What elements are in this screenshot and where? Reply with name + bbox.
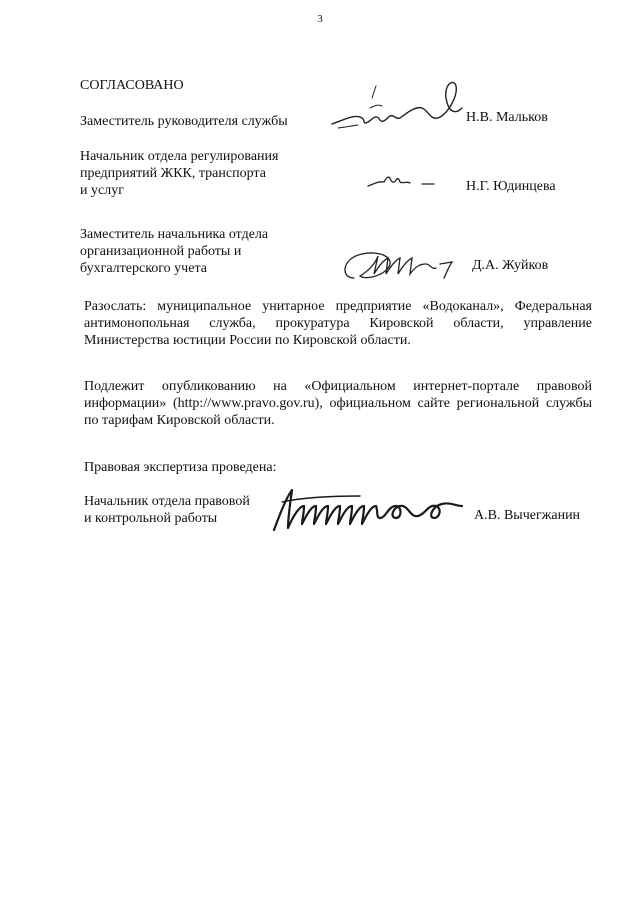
signature-image bbox=[270, 484, 466, 534]
distribution-list: Разослать: муниципальное унитарное предприятие «Водоканал», Федеральная антимонопольная служба, прокуратура Кировской области, управление Министерства юстиции России по Кировской области. bbox=[84, 299, 592, 348]
approver-1-position: Заместитель руководителя службы bbox=[80, 114, 288, 129]
legal-review-statement: Правовая экспертиза проведена: bbox=[84, 460, 277, 475]
approval-heading: СОГЛАСОВАНО bbox=[80, 78, 184, 93]
legal-reviewer-position-line-1: Начальник отдела правовой bbox=[84, 494, 250, 509]
signature-image bbox=[366, 172, 438, 192]
approver-2-position-line-1: Начальник отдела регулирования bbox=[80, 149, 279, 164]
legal-reviewer-signature bbox=[270, 484, 466, 534]
approver-1-signature bbox=[330, 78, 470, 148]
legal-reviewer-name: А.В. Вычегжанин bbox=[474, 508, 581, 523]
legal-reviewer-position-line-2: и контрольной работы bbox=[84, 511, 218, 526]
approver-2-position-line-3: и услуг bbox=[80, 183, 124, 198]
page-number: 3 bbox=[317, 13, 323, 25]
signature-image bbox=[330, 78, 470, 148]
approver-1-name: Н.В. Мальков bbox=[466, 110, 548, 125]
approver-3-position-line-3: бухгалтерского учета bbox=[80, 261, 207, 276]
approver-2-name: Н.Г. Юдинцева bbox=[466, 179, 556, 194]
approver-2-position-line-2: предприятий ЖКК, транспорта bbox=[80, 166, 266, 181]
approver-3-position-line-2: организационной работы и bbox=[80, 244, 242, 259]
approver-3-position-line-1: Заместитель начальника отдела bbox=[80, 227, 269, 242]
approver-3-name: Д.А. Жуйков bbox=[472, 258, 549, 273]
signature-image bbox=[336, 244, 466, 284]
publication-note: Подлежит опубликованию на «Официальном интернет-портале правовой информации» (http://www.pravo.gov.ru), официальном сайте региональной службы по тарифам Кировской области. bbox=[84, 379, 592, 428]
approver-2-signature bbox=[366, 172, 438, 192]
approver-3-signature bbox=[336, 244, 466, 284]
